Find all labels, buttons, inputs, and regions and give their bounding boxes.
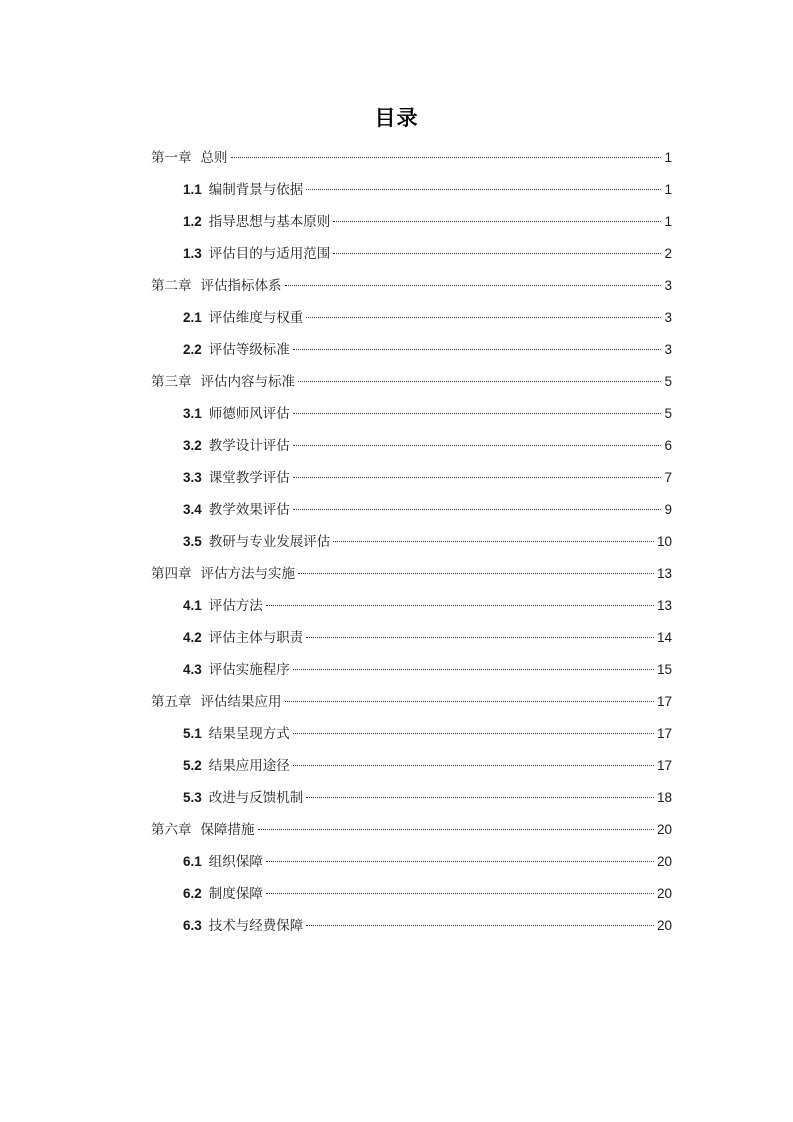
page-number: 14 bbox=[656, 630, 672, 645]
entry-label: 技术与经费保障 bbox=[208, 918, 304, 934]
dot-leader bbox=[293, 349, 662, 350]
dot-leader bbox=[333, 253, 661, 254]
dot-leader bbox=[258, 829, 654, 830]
section-number: 3.4 bbox=[183, 502, 202, 517]
toc-entry-section-3-5[interactable] bbox=[151, 530, 672, 562]
dot-leader bbox=[293, 477, 662, 478]
toc-entry-section-4-2[interactable] bbox=[151, 626, 672, 658]
section-number: 3.3 bbox=[183, 470, 202, 485]
toc-entry-section-4-3[interactable] bbox=[151, 658, 672, 690]
toc-entry-section-3-4[interactable] bbox=[151, 498, 672, 530]
toc-entry-section-6-2[interactable] bbox=[151, 882, 672, 914]
entry-label: 评估等级标准 bbox=[208, 342, 290, 358]
entry-label: 评估目的与适用范围 bbox=[208, 246, 331, 262]
entry-label: 教学效果评估 bbox=[208, 502, 290, 518]
toc-entry-section-6-1[interactable] bbox=[151, 850, 672, 882]
page-number: 5 bbox=[664, 406, 672, 421]
entry-label: 评估内容与标准 bbox=[200, 374, 295, 390]
dot-leader bbox=[333, 541, 654, 542]
dot-leader bbox=[293, 733, 654, 734]
dot-leader bbox=[306, 317, 661, 318]
entry-label: 总则 bbox=[200, 150, 228, 166]
entry-label: 结果呈现方式 bbox=[208, 726, 290, 742]
toc-entry-section-6-3[interactable] bbox=[151, 914, 672, 946]
toc-entry-chapter-6[interactable] bbox=[151, 818, 672, 850]
toc-entry-chapter-5[interactable] bbox=[151, 690, 672, 722]
page-number: 20 bbox=[656, 822, 672, 837]
entry-label: 编制背景与依据 bbox=[208, 182, 304, 198]
dot-leader bbox=[293, 445, 662, 446]
section-number: 5.3 bbox=[183, 790, 202, 805]
entry-label: 教学设计评估 bbox=[208, 438, 290, 454]
section-number: 3.2 bbox=[183, 438, 202, 453]
section-number: 2.1 bbox=[183, 310, 202, 325]
entry-label: 师德师风评估 bbox=[208, 406, 290, 422]
page-number: 3 bbox=[664, 278, 672, 293]
dot-leader bbox=[266, 861, 654, 862]
section-number: 6.1 bbox=[183, 854, 202, 869]
section-number: 4.2 bbox=[183, 630, 202, 645]
page-number: 17 bbox=[656, 758, 672, 773]
toc-entry-section-1-3[interactable] bbox=[151, 242, 672, 274]
chapter-number: 第六章 bbox=[151, 822, 192, 838]
section-number: 6.2 bbox=[183, 886, 202, 901]
dot-leader bbox=[306, 637, 654, 638]
entry-label: 课堂教学评估 bbox=[208, 470, 290, 486]
page-number: 15 bbox=[656, 662, 672, 677]
dot-leader bbox=[285, 701, 654, 702]
page-number: 7 bbox=[664, 470, 672, 485]
entry-label: 保障措施 bbox=[200, 822, 255, 838]
page-number: 17 bbox=[656, 694, 672, 709]
toc-entry-section-5-3[interactable] bbox=[151, 786, 672, 818]
page-number: 9 bbox=[664, 502, 672, 517]
dot-leader bbox=[293, 765, 654, 766]
entry-label: 评估方法 bbox=[208, 598, 263, 614]
toc-entry-chapter-3[interactable] bbox=[151, 370, 672, 402]
toc-entry-section-2-2[interactable] bbox=[151, 338, 672, 370]
toc-entry-chapter-2[interactable] bbox=[151, 274, 672, 306]
section-number: 1.3 bbox=[183, 246, 202, 261]
section-number: 2.2 bbox=[183, 342, 202, 357]
section-number: 4.1 bbox=[183, 598, 202, 613]
page-number: 1 bbox=[664, 182, 672, 197]
section-number: 1.1 bbox=[183, 182, 202, 197]
dot-leader bbox=[285, 285, 662, 286]
dot-leader bbox=[298, 381, 661, 382]
dot-leader bbox=[293, 413, 662, 414]
toc-entry-section-1-2[interactable] bbox=[151, 210, 672, 242]
toc-entry-section-4-1[interactable] bbox=[151, 594, 672, 626]
page-number: 1 bbox=[664, 150, 672, 165]
page-number: 20 bbox=[656, 886, 672, 901]
page-number: 10 bbox=[656, 534, 672, 549]
toc-entry-section-2-1[interactable] bbox=[151, 306, 672, 338]
page-number: 20 bbox=[656, 918, 672, 933]
dot-leader bbox=[266, 893, 654, 894]
section-number: 3.1 bbox=[183, 406, 202, 421]
section-number: 4.3 bbox=[183, 662, 202, 677]
chapter-number: 第五章 bbox=[151, 694, 192, 710]
chapter-number: 第三章 bbox=[151, 374, 192, 390]
toc-entry-section-5-1[interactable] bbox=[151, 722, 672, 754]
entry-label: 评估指标体系 bbox=[200, 278, 282, 294]
dot-leader bbox=[231, 157, 662, 158]
page-number: 17 bbox=[656, 726, 672, 741]
section-number: 5.2 bbox=[183, 758, 202, 773]
entry-label: 制度保障 bbox=[208, 886, 263, 902]
section-number: 5.1 bbox=[183, 726, 202, 741]
entry-label: 教研与专业发展评估 bbox=[208, 534, 331, 550]
toc-title: 目录 bbox=[374, 106, 419, 130]
entry-label: 组织保障 bbox=[208, 854, 263, 870]
page-number: 6 bbox=[664, 438, 672, 453]
dot-leader bbox=[306, 925, 654, 926]
page-number: 3 bbox=[664, 342, 672, 357]
dot-leader bbox=[306, 189, 661, 190]
page-number: 13 bbox=[656, 598, 672, 613]
page-number: 3 bbox=[664, 310, 672, 325]
page-number: 2 bbox=[664, 246, 672, 261]
page-number: 13 bbox=[656, 566, 672, 581]
entry-label: 结果应用途径 bbox=[208, 758, 290, 774]
section-number: 6.3 bbox=[183, 918, 202, 933]
chapter-number: 第一章 bbox=[151, 150, 192, 166]
entry-label: 改进与反馈机制 bbox=[208, 790, 304, 806]
entry-label: 评估实施程序 bbox=[208, 662, 290, 678]
page-number: 18 bbox=[656, 790, 672, 805]
toc-entry-section-3-2[interactable] bbox=[151, 434, 672, 466]
dot-leader bbox=[293, 669, 654, 670]
toc-entry-section-1-1[interactable] bbox=[151, 178, 672, 210]
section-number: 3.5 bbox=[183, 534, 202, 549]
entry-label: 评估方法与实施 bbox=[200, 566, 295, 582]
table-of-contents bbox=[151, 146, 672, 946]
dot-leader bbox=[298, 573, 654, 574]
page-number: 1 bbox=[664, 214, 672, 229]
chapter-number: 第二章 bbox=[151, 278, 192, 294]
toc-entry-chapter-1[interactable] bbox=[151, 146, 672, 178]
entry-label: 评估结果应用 bbox=[200, 694, 282, 710]
dot-leader bbox=[293, 509, 662, 510]
toc-entry-section-3-3[interactable] bbox=[151, 466, 672, 498]
toc-entry-chapter-4[interactable] bbox=[151, 562, 672, 594]
chapter-number: 第四章 bbox=[151, 566, 192, 582]
section-number: 1.2 bbox=[183, 214, 202, 229]
dot-leader bbox=[333, 221, 661, 222]
toc-entry-section-5-2[interactable] bbox=[151, 754, 672, 786]
entry-label: 评估维度与权重 bbox=[208, 310, 304, 326]
page-number: 5 bbox=[664, 374, 672, 389]
entry-label: 指导思想与基本原则 bbox=[208, 214, 331, 230]
toc-entry-section-3-1[interactable] bbox=[151, 402, 672, 434]
entry-label: 评估主体与职责 bbox=[208, 630, 304, 646]
dot-leader bbox=[266, 605, 654, 606]
page-number: 20 bbox=[656, 854, 672, 869]
dot-leader bbox=[306, 797, 654, 798]
